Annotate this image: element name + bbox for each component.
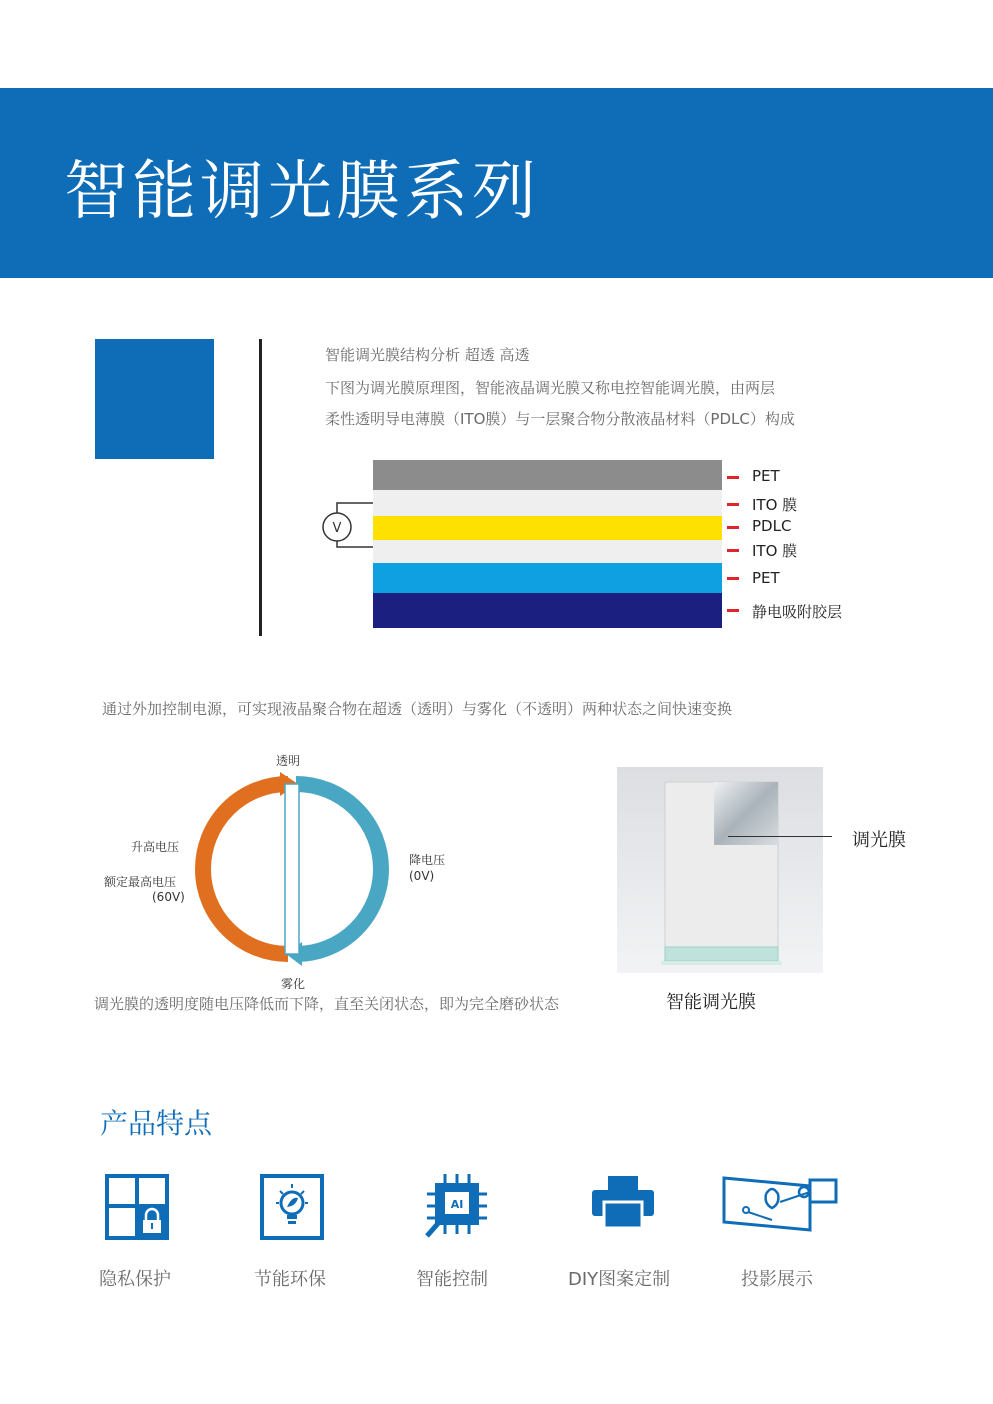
projector-icon <box>720 1172 840 1236</box>
film-bar <box>285 784 299 954</box>
page-title: 智能调光膜系列 <box>64 155 540 229</box>
layer-tick <box>727 549 739 552</box>
decorative-blue-square <box>95 339 214 459</box>
layer-label-ito: ITO 膜 <box>752 496 798 514</box>
layer-tick <box>727 503 739 506</box>
layer-label-pet: PET <box>752 569 780 587</box>
layer-tick <box>727 609 739 612</box>
svg-text:AI: AI <box>450 1198 464 1211</box>
printer-icon <box>590 1174 656 1230</box>
zero-voltage-value: (0V) <box>409 869 435 883</box>
feature-label-projection: 投影展示 <box>741 1269 813 1290</box>
layer-adhesive <box>373 593 722 628</box>
layer-label-pet: PET <box>752 467 780 485</box>
feature-label-diy: DIY图案定制 <box>568 1269 671 1290</box>
film-pointer-label: 调光膜 <box>852 830 906 851</box>
raise-voltage-label: 升高电压 <box>131 840 180 854</box>
layer-pdlc <box>373 516 722 540</box>
feature-label-smart: 智能控制 <box>416 1269 488 1290</box>
ai-chip-icon <box>421 1170 493 1242</box>
transparency-caption: 调光膜的透明度随电压降低而下降，直至关闭状态，即为完全磨砂状态 <box>94 995 560 1013</box>
vertical-divider <box>259 339 262 636</box>
layer-pet-top <box>373 460 722 490</box>
smart-film-photo <box>617 767 823 973</box>
rated-voltage-label: 额定最高电压 <box>104 875 177 889</box>
lower-voltage-label: 降电压 <box>409 853 446 867</box>
switching-description: 通过外加控制电源，可实现液晶聚合物在超透（透明）与雾化（不透明）两种状态之间快速变换 <box>102 700 733 718</box>
voltage-symbol: V <box>332 521 342 536</box>
voltage-rise-arc <box>203 784 288 954</box>
state-cycle-diagram <box>180 760 420 980</box>
layer-tick <box>727 526 739 529</box>
features-title: 产品特点 <box>100 1107 213 1140</box>
voltage-drop-arc <box>296 784 381 954</box>
state-transparent-label: 透明 <box>276 754 301 768</box>
structure-heading: 智能调光膜结构分析 超透 高透 <box>325 346 530 364</box>
photo-caption: 智能调光膜 <box>666 992 756 1013</box>
state-frosted-label: 雾化 <box>281 977 306 991</box>
voltage-circuit <box>318 495 378 555</box>
layer-ito-top <box>373 490 722 516</box>
structure-desc-line2: 柔性透明导电薄膜（ITO膜）与一层聚合物分散液晶材料（PDLC）构成 <box>325 410 795 428</box>
layer-pet-bottom <box>373 563 722 593</box>
privacy-window-lock-icon <box>105 1174 169 1240</box>
pointer-line <box>728 836 832 837</box>
feature-label-eco: 节能环保 <box>254 1269 326 1290</box>
structure-desc-line1: 下图为调光膜原理图，智能液晶调光膜又称电控智能调光膜，由两层 <box>325 379 776 397</box>
rated-voltage-value: (60V) <box>152 890 185 904</box>
layer-label-adhesive: 静电吸附胶层 <box>752 603 843 621</box>
layer-ito-bottom <box>373 540 722 563</box>
feature-label-privacy: 隐私保护 <box>99 1269 171 1290</box>
layer-tick <box>727 476 739 479</box>
eco-bulb-icon <box>260 1174 324 1240</box>
layer-tick <box>727 577 739 580</box>
layer-label-ito: ITO 膜 <box>752 542 798 560</box>
layer-label-pdlc: PDLC <box>752 517 792 535</box>
